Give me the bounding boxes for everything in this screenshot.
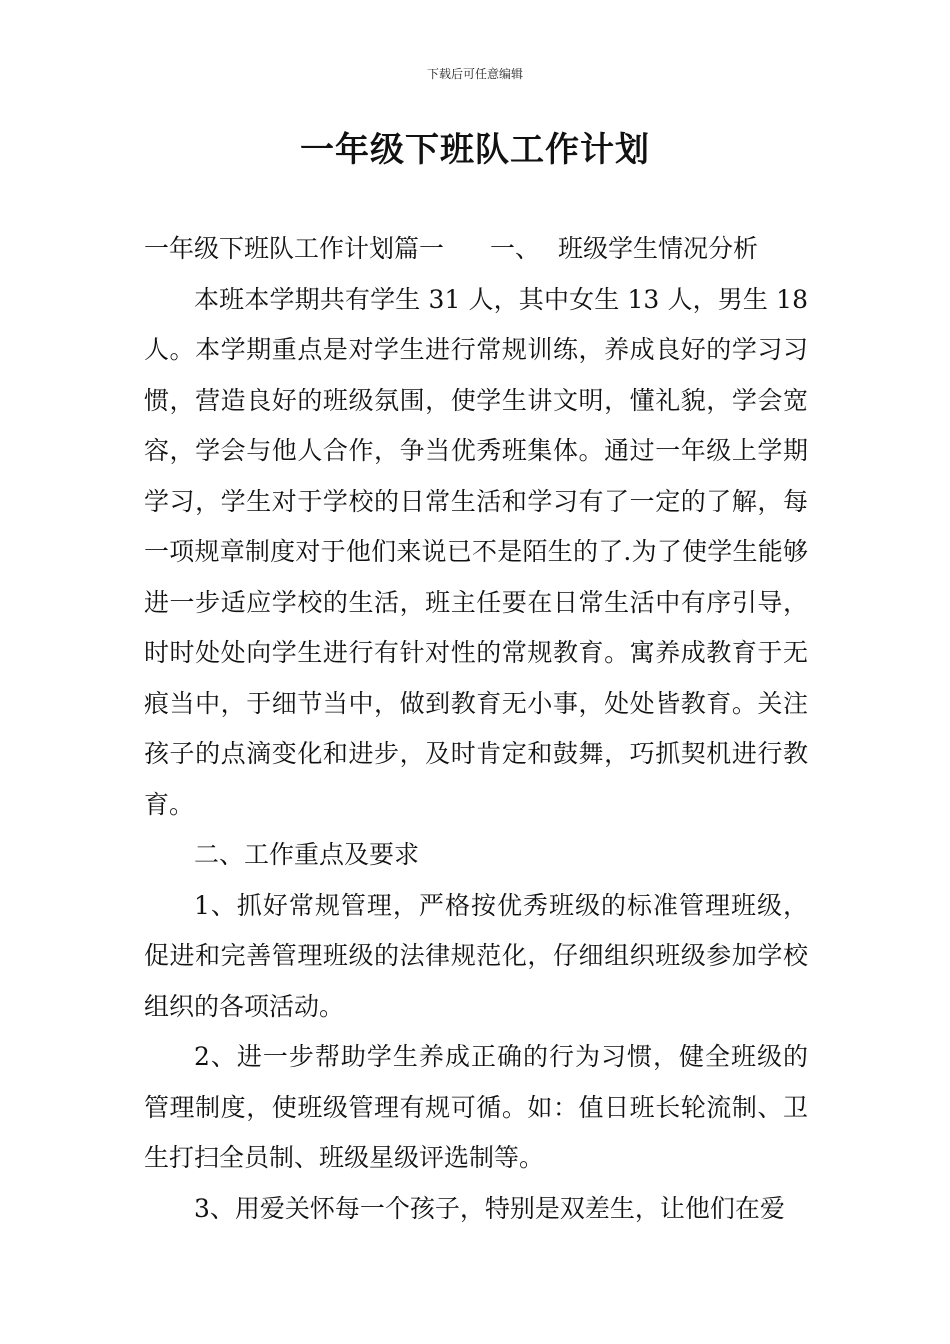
section-heading-key-points: 二、工作重点及要求 (194, 840, 420, 869)
document-body (144, 224, 808, 1234)
paragraph-item-2: 2、进一步帮助学生养成正确的行为习惯，健全班级的管理制度，使班级管理有规可循。如：值日班长轮流制、卫生打扫全员制、班级星级评选制等。 (144, 1042, 808, 1172)
intro-line (144, 224, 808, 275)
header-note: 下载后可任意编辑 (426, 67, 523, 81)
article-label: 一年级下班队工作计划篇一 (144, 234, 445, 263)
section-title: 班级学生情况分析 (558, 234, 759, 263)
paragraph-item-1: 1、抓好常规管理，严格按优秀班级的标准管理班级，促进和完善管理班级的法律规范化，仔细组织班级参加学校组织的各项活动。 (144, 890, 808, 1021)
section-number: 一、 (490, 234, 541, 263)
paragraph-class-analysis: 本班本学期共有学生 31 人，其中女生 13 人，男生 18 人。本学期重点是对学生进行常规训练，养成良好的学习习惯，营造良好的班级氛围，使学生讲文明，懂礼貌，学会宽容，学会与他人合作，争当优秀班集体。通过一年级上学期学习，学生对于学校的日常生活和学习有了一定的了解，每一项规章制度对于他们来说已不是陌生的了.为了使学生能够进一步适应学校的生活，班主任要在日常生活中有序引导，时时处处向学生进行有针对性的常规教育。寓养成教育于无痕当中，于细节当中，做到教育无小事，处处皆教育。关注孩子的点滴变化和进步，及时肯定和鼓舞，巧抓契机进行教育。 (144, 284, 808, 819)
document-title: 一年级下班队工作计划 (300, 130, 650, 170)
paragraph-item-3: 3、用爱关怀每一个孩子，特别是双差生，让他们在爱 (194, 1193, 785, 1223)
